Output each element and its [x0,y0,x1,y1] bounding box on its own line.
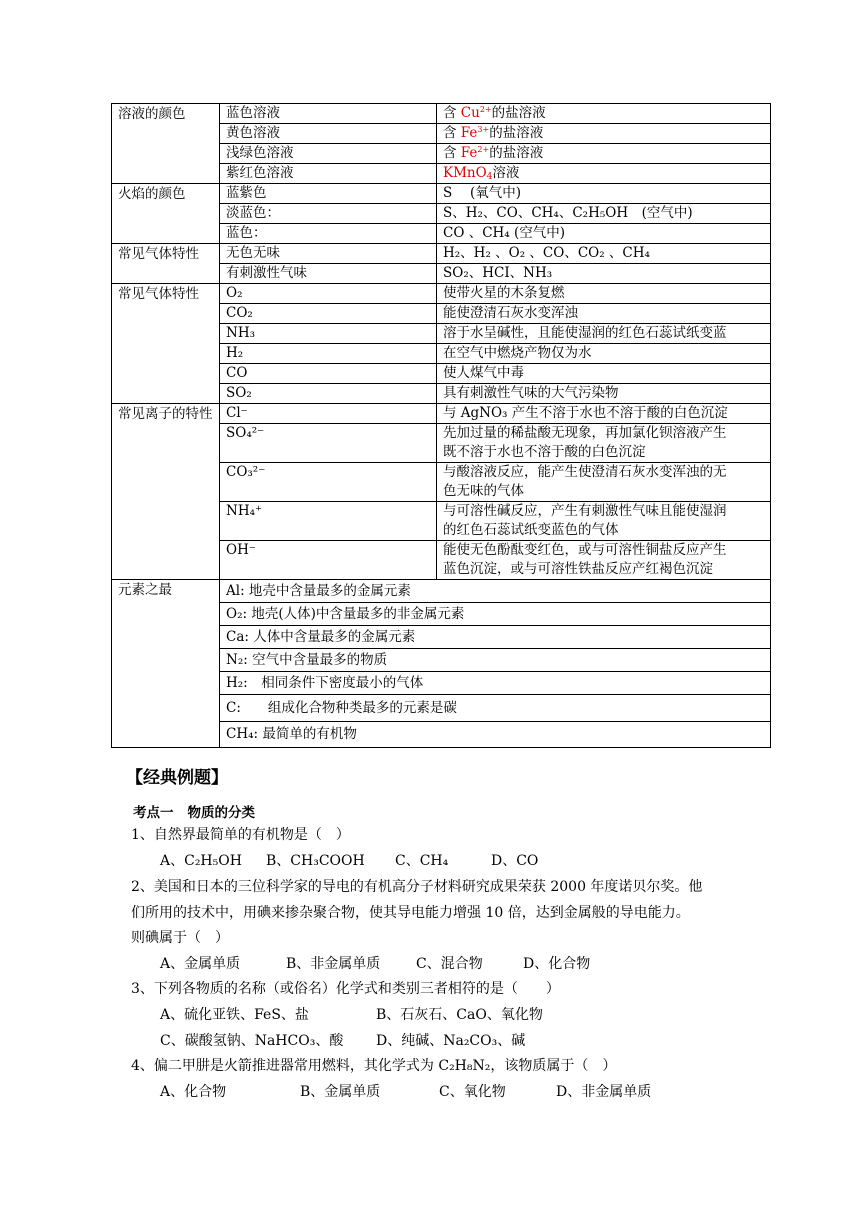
ion-desc: 与酸溶液反应，能产生使澄清石灰水变浑浊的无 色无味的气体 [437,463,771,502]
ion-name: OH⁻ [220,541,437,580]
option-a[interactable]: A、化合物 [160,1084,227,1100]
ion-formula: $Fe^{3+}$ [460,125,490,141]
option-b[interactable]: B、CH₃COOH [266,853,365,869]
gas-smell-desc: H₂、H₂ 、O₂ 、CO、CO₂ 、CH₄ [437,244,771,264]
solution-desc: 含 $Fe^{2+}$的盐溶液 [437,144,771,164]
option-a[interactable]: A、金属单质 [160,956,241,972]
gas-desc: 使人煤气中毒 [437,364,771,384]
gas-desc: 使带火星的木条复燃 [437,284,771,304]
ion-name: NH₄⁺ [220,502,437,541]
option-d[interactable]: D、CO [491,853,539,869]
element-fact: CH₄: 最简单的有机物 [220,722,771,748]
ion-name: Cl⁻ [220,404,437,424]
flame-desc: CO 、CH₄ (空气中) [437,224,771,244]
option-b[interactable]: B、石灰石、CaO、氧化物 [376,1007,543,1023]
option-c[interactable]: C、氧化物 [439,1084,506,1100]
flame-desc: S、H₂、CO、CH₄、C₂H₅OH (空气中) [437,204,771,224]
question-2-line-3: 则碘属于（ ） [131,930,229,946]
kmno4-formula: KMnO$_4$ [443,165,493,182]
element-fact: N₂: 空气中含量最多的物质 [220,649,771,672]
knowledge-table [111,103,771,748]
solution-desc: 含 $Fe^{3+}$的盐溶液 [437,124,771,144]
ion-desc: 先加过量的稀盐酸无现象，再加氯化钡溶液产生 既不溶于水也不溶于酸的白色沉淀 [437,424,771,463]
section-heading: 【经典例题】 [126,768,228,788]
solution-desc: KMnO$_4$溶液 [437,164,771,184]
element-fact: Al: 地壳中含量最多的金属元素 [220,580,771,603]
category-elements: 元素之最 [112,580,220,748]
category-gas-props: 常见气体特性 [112,284,220,404]
solution-name: 紫红色溶液 [220,164,437,184]
option-d[interactable]: D、化合物 [523,956,591,972]
option-c[interactable]: C、CH₄ [395,853,449,869]
gas-desc: 具有刺激性气味的大气污染物 [437,384,771,404]
solution-name: 黄色溶液 [220,124,437,144]
ion-desc: 与 AgNO₃ 产生不溶于水也不溶于酸的白色沉淀 [437,404,771,424]
gas-desc: 在空气中燃烧产物仅为水 [437,344,771,364]
option-a[interactable]: A、硫化亚铁、FeS、盐 [160,1007,309,1023]
gas-smell-desc: SO₂、HCI、NH₃ [437,264,771,284]
solution-name: 浅绿色溶液 [220,144,437,164]
question-4: 4、偏二甲肼是火箭推进器常用燃料，其化学式为 C₂H₈N₂，该物质属于（ ） [131,1058,617,1074]
option-c[interactable]: C、混合物 [416,956,483,972]
question-2-line-2: 们所用的技术中，用碘来掺杂聚合物，使其导电能力增强 10 倍，达到金属般的导电能力。 [131,905,690,921]
gas-name: NH₃ [220,324,437,344]
option-b[interactable]: B、非金属单质 [286,956,381,972]
option-c[interactable]: C、碳酸氢钠、NaHCO₃、酸 [160,1033,344,1049]
kaodian-title: 考点一 物质的分类 [133,805,255,821]
gas-name: H₂ [220,344,437,364]
flame-name: 蓝紫色 [220,184,437,204]
option-d[interactable]: D、非金属单质 [556,1084,652,1100]
element-fact: O₂: 地壳(人体)中含量最多的非金属元素 [220,603,771,626]
category-solution-color: 溶液的颜色 [112,104,220,184]
option-b[interactable]: B、金属单质 [300,1084,381,1100]
solution-name: 蓝色溶液 [220,104,437,124]
question-1: 1、自然界最简单的有机物是（ ） [131,827,350,843]
ion-formula: $Fe^{2+}$ [460,145,490,161]
ion-formula: $Cu^{2+}$ [460,105,492,121]
flame-name: 蓝色： [220,224,437,244]
category-ion-props: 常见离子的特性 [112,404,220,580]
gas-name: O₂ [220,284,437,304]
gas-desc: 溶于水呈碱性，且能使湿润的红色石蕊试纸变蓝 [437,324,771,344]
question-2-line-1: 2、美国和日本的三位科学家的导电的有机高分子材料研究成果荣获 2000 年度诺贝尔奖。他 [131,879,703,895]
question-3: 3、下列各物质的名称（或俗名）化学式和类别三者相符的是（ ） [131,981,560,997]
element-fact: Ca: 人体中含量最多的金属元素 [220,626,771,649]
ion-desc: 与可溶性碱反应，产生有刺激性气味且能使湿润 的红色石蕊试纸变蓝色的气体 [437,502,771,541]
gas-desc: 能使澄清石灰水变浑浊 [437,304,771,324]
ion-name: SO₄²⁻ [220,424,437,463]
option-a[interactable]: A、C₂H₅OH [160,853,242,869]
category-gas-smell: 常见气体特性 [112,244,220,284]
flame-desc: S (氧气中) [437,184,771,204]
element-fact: H₂: 相同条件下密度最小的气体 [220,672,771,695]
element-fact: C: 组成化合物种类最多的元素是碳 [220,695,771,722]
flame-name: 淡蓝色： [220,204,437,224]
ion-desc: 能使无色酚酞变红色，或与可溶性铜盐反应产生 蓝色沉淀，或与可溶性铁盐反应产红褐色沉淀 [437,541,771,580]
gas-smell-name: 无色无味 [220,244,437,264]
ion-name: CO₃²⁻ [220,463,437,502]
gas-name: CO₂ [220,304,437,324]
option-d[interactable]: D、纯碱、Na₂CO₃、碱 [376,1033,526,1049]
gas-name: SO₂ [220,384,437,404]
solution-desc: 含 $Cu^{2+}$的盐溶液 [437,104,771,124]
category-flame-color: 火焰的颜色 [112,184,220,244]
gas-smell-name: 有刺激性气味 [220,264,437,284]
gas-name: CO [220,364,437,384]
